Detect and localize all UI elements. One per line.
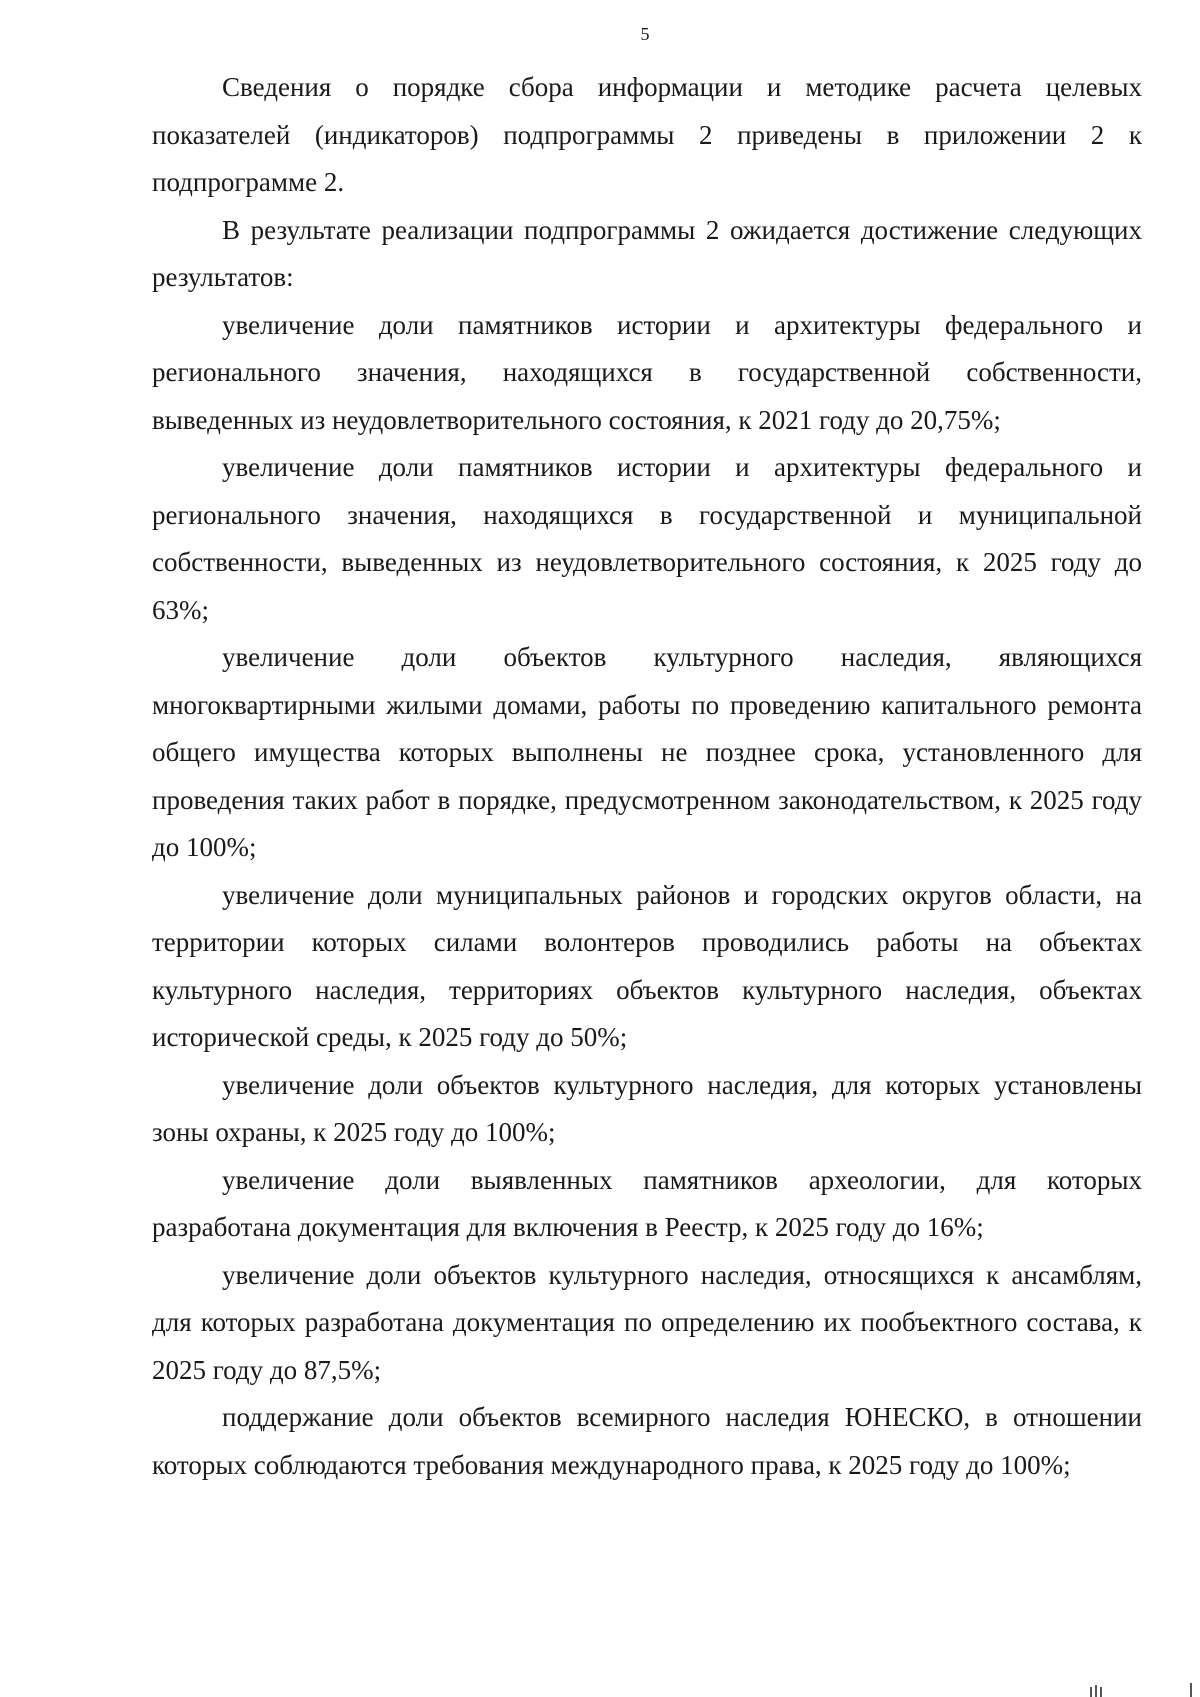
- paragraph-result-ensembles-documentation: увеличение доли объектов культурного наследия, относящихся к ансамблям, для которых разработана документация по определению их пообъектного состава, к 2025 году до 87,5%;: [152, 1259, 1142, 1385]
- paragraph-result-state-municipal-monuments-2025: увеличение доли памятников истории и архитектуры федерального и регионального значения, находящихся в государственной и муниципальной собственности, выведенных из неудовлетворительного состояния, к 2025 году до 63%;: [152, 452, 1142, 625]
- paragraph-result-unesco-heritage: поддержание доли объектов всемирного наследия ЮНЕСКО, в отношении которых соблюдаются требования международного права, к 2025 году до 100%;: [152, 1402, 1142, 1480]
- paragraph-result-federal-regional-monuments-2021: увеличение доли памятников истории и архитектуры федерального и регионального значения, находящихся в государственной собственности, выведенных из неудовлетворительного состояния, к 2021 году до 20,75%;: [152, 309, 1142, 435]
- paragraph-expected-results-intro: В результате реализации подпрограммы 2 ожидается достижение следующих результатов:: [152, 214, 1142, 292]
- paragraph-result-protection-zones: увеличение доли объектов культурного наследия, для которых установлены зоны охраны, к 2025 году до 100%;: [152, 1069, 1142, 1147]
- paragraph-result-volunteer-districts: увеличение доли муниципальных районов и городских округов области, на территории которых силами волонтеров проводились работы на объектах культурного наследия, территориях объектов культурного наследия, объектах исторической среды, к 2025 году до 50%;: [152, 879, 1142, 1052]
- paragraph-result-apartment-buildings-repair: увеличение доли объектов культурного наследия, являющихся многоквартирными жилыми домами, работы по проведению капитального ремонта общего имущества которых выполнены не позднее срока, установленного для проведения таких работ в порядке, предусмотренном законодательством, к 2025 году до 100%;: [152, 642, 1142, 862]
- document-body: [152, 64, 1142, 1489]
- paragraph-result-archaeology-documentation: увеличение доли выявленных памятников археологии, для которых разработана документация для включения в Реестр, к 2025 году до 16%;: [152, 1164, 1142, 1242]
- scan-edge-marks: [1080, 1673, 1200, 1697]
- paragraph-data-collection-reference: Сведения о порядке сбора информации и методике расчета целевых показателей (индикаторов) подпрограммы 2 приведены в приложении 2 к подпрограмме 2.: [152, 72, 1142, 197]
- page-number: 5: [640, 24, 650, 44]
